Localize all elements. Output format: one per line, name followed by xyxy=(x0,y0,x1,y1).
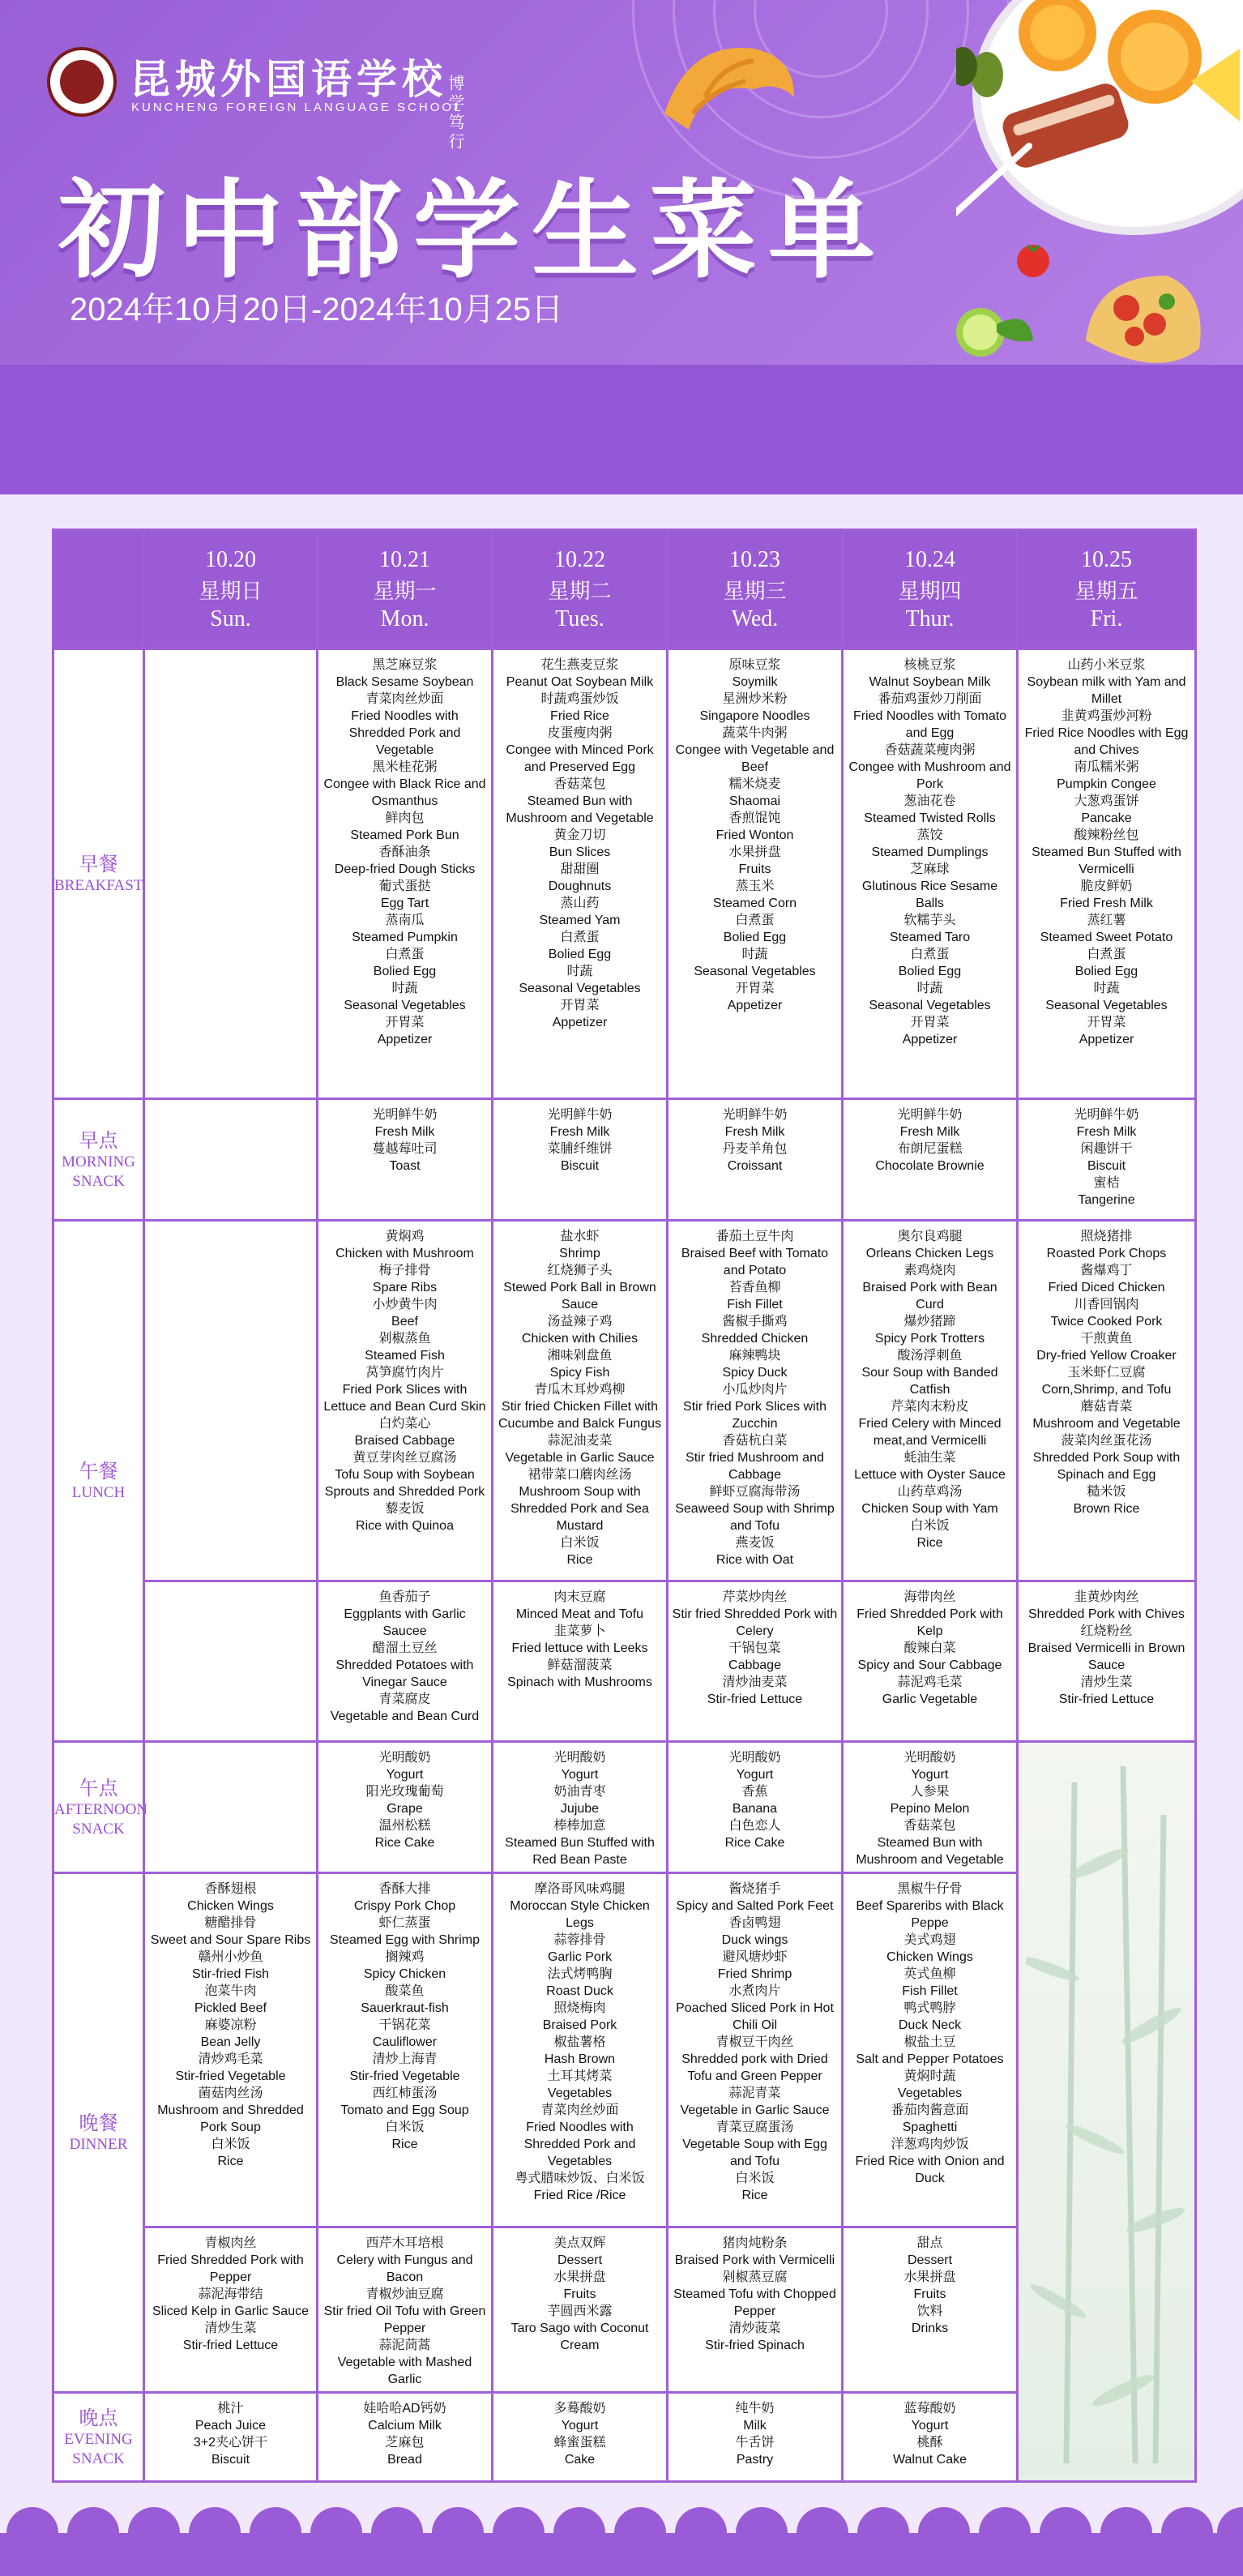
menu-cell: 光明酸奶 Yogurt 人参果 Pepino Melon 香菇菜包 Steamed Bun with Mushroom and Vegetable xyxy=(843,1742,1018,1873)
menu-cell: 光明酸奶 Yogurt 香蕉 Banana 白色恋人 Rice Cake xyxy=(668,1742,843,1873)
menu-cell: 原味豆浆 Soymilk 星洲炒米粉 Singapore Noodles 蔬菜牛肉粥 Congee with Vegetable and Beef 糯米烧麦 Shaomai 香煎馄饨 Fried Wonton 水果拼盘 Fruits 蒸玉米 Steamed Corn 白煮蛋 Bolied Egg 时蔬 Seasonal Vegetables 开胃菜 Appetizer xyxy=(668,649,843,1099)
menu-cell xyxy=(144,1581,318,1742)
menu-cell: 鱼香茄子 Eggplants with Garlic Saucee 醋溜土豆丝 Shredded Potatoes with Vinegar Sauce 青菜腐皮 Vegetable and Bean Curd xyxy=(318,1581,493,1742)
menu-cell: 光明鲜牛奶 Fresh Milk 布朗尼蛋糕 Chocolate Brownie xyxy=(843,1099,1018,1221)
menu-cell: 纯牛奶 Milk 牛舌饼 Pastry xyxy=(668,2393,843,2482)
bamboo-icon xyxy=(1026,1766,1188,2463)
school-name-cn: 昆城外国语学校 xyxy=(130,55,447,103)
menu-cell xyxy=(144,1742,318,1873)
menu-cell: 酱烧猪手 Spicy and Salted Pork Feet 香卤鸭翅 Duck wings 避风塘炒虾 Fried Shrimp 水煮肉片 Poached Sliced Pork in Hot Chili Oil 青椒豆干肉丝 Shredded pork with Dried Tofu and Green Pepper 蒜泥青菜 Vegetable in Garlic Sauce 青菜豆腐蛋汤 Vegetable Soup with Egg and Tofu 白米饭 Rice xyxy=(668,1873,843,2227)
menu-cell: 光明酸奶 Yogurt 奶油青枣 Jujube 棒棒加意 Steamed Bun Stuffed with Red Bean Paste xyxy=(493,1742,668,1873)
menu-cell: 桃汁 Peach Juice 3+2夹心饼干 Biscuit xyxy=(144,2393,318,2482)
menu-cell: 山药小米豆浆 Soybean milk with Yam and Millet 韭黄鸡蛋炒河粉 Fried Rice Noodles with Egg and Chives 南瓜糯米粥 Pumpkin Congee 大葱鸡蛋饼 Pancake 酸辣粉丝包 Steamed Bun Stuffed with Vermicelli 脆皮鲜奶 Fried Fresh Milk 蒸红薯 Steamed Sweet Potato 白煮蛋 Bolied Egg 时蔬 Seasonal Vegetables 开胃菜 Appetizer xyxy=(1018,649,1196,1099)
header-banner xyxy=(0,0,1243,494)
menu-cell: 番茄土豆牛肉 Braised Beef with Tomato and Potato 苔香鱼柳 Fish Fillet 酱椒手撕鸡 Shredded Chicken 麻辣鸭块 Spicy Duck 小瓜炒肉片 Stir fried Pork Slices with Zucchin 香菇杭白菜 Stir fried Mushroom and Cabbage 鲜虾豆腐海带汤 Seaweed Soup with Shrimp and Tofu 燕麦饭 Rice with Oat xyxy=(668,1221,843,1581)
breakfast-row xyxy=(53,649,1196,1099)
lunch-row xyxy=(53,1221,1196,1581)
school-logo xyxy=(47,47,117,117)
menu-cell: 娃哈哈AD钙奶 Calcium Milk 芝麻包 Bread xyxy=(318,2393,493,2482)
breakfast-food-illustration xyxy=(956,0,1243,243)
menu-cell: 奥尔良鸡腿 Orleans Chicken Legs 素鸡烧肉 Braised Pork with Bean Curd 爆炒猪蹄 Spicy Pork Trotters 酸汤浮刺鱼 Sour Soup with Banded Catfish 芹菜肉末粉皮 Fried Celery with Minced meat,and Vermicelli 蚝油生菜 Lettuce with Oyster Sauce 山药草鸡汤 Chicken Soup with Yam 白米饭 Rice xyxy=(843,1221,1018,1581)
menu-cell xyxy=(144,649,318,1099)
meal-label-lunch: 午餐 LUNCH xyxy=(53,1221,144,1742)
menu-cell: 香酥大排 Crispy Pork Chop 虾仁蒸蛋 Steamed Egg with Shrimp 搁辣鸡 Spicy Chicken 酸菜鱼 Sauerkraut-fish 干锅花菜 Cauliflower 清炒上海青 Stir-fried Vegetable 西红柿蛋汤 Tomato and Egg Soup 白米饭 Rice xyxy=(318,1873,493,2227)
day-header: 10.20 星期日 Sun. xyxy=(144,530,318,649)
menu-cell: 西芹木耳培根 Celery with Fungus and Bacon 青椒炒油豆腐 Stir fried Oil Tofu with Green Pepper 蒜泥茼蒿 Vegetable with Mashed Garlic xyxy=(318,2227,493,2393)
menu-cell: 肉末豆腐 Minced Meat and Tofu 韭菜萝卜 Fried lettuce with Leeks 鲜菇溜菠菜 Spinach with Mushrooms xyxy=(493,1581,668,1742)
meal-label-dinner: 晚餐 DINNER xyxy=(53,1873,144,2393)
menu-cell xyxy=(144,1221,318,1581)
menu-cell: 多蓦酸奶 Yogurt 蜂蜜蛋糕 Cake xyxy=(493,2393,668,2482)
menu-cell: 光明鲜牛奶 Fresh Milk 蔓越莓吐司 Toast xyxy=(318,1099,493,1221)
menu-cell: 光明鲜牛奶 Fresh Milk 丹麦羊角包 Croissant xyxy=(668,1099,843,1221)
day-header: 10.24 星期四 Thur. xyxy=(843,530,1018,649)
signature-seal: 博学笃行 xyxy=(446,75,465,152)
meal-label-afternoon-snack: 午点 AFTERNOON SNACK xyxy=(53,1742,144,1873)
croissant-icon xyxy=(656,32,802,146)
menu-cell: 甜点 Dessert 水果拼盘 Fruits 饮料 Drinks xyxy=(843,2227,1018,2393)
menu-cell: 韭黄炒肉丝 Shredded Pork with Chives 红烧粉丝 Braised Vermicelli in Brown Sauce 清炒生菜 Stir-fried Lettuce xyxy=(1018,1581,1196,1742)
afternoon-snack-row xyxy=(53,1742,1196,1873)
meal-label-breakfast: 早餐 BREAKFAST xyxy=(53,649,144,1099)
menu-cell: 蓝莓酸奶 Yogurt 桃酥 Walnut Cake xyxy=(843,2393,1018,2482)
menu-cell: 黑椒牛仔骨 Beef Spareribs with Black Peppe 美式鸡翅 Chicken Wings 英式鱼柳 Fish Fillet 鸭式鸭脖 Duck Neck 椒盐土豆 Salt and Pepper Potatoes 黄焖时蔬 Vegetables 番茄肉酱意面 Spaghetti 洋葱鸡肉炒饭 Fried Rice with Onion and Duck xyxy=(843,1873,1018,2227)
bamboo-decoration-cell xyxy=(1018,1742,1196,2482)
menu-cell xyxy=(144,1099,318,1221)
menu-cell: 芹菜炒肉丝 Stir fried Shredded Pork with Celery 干锅包菜 Cabbage 清炒油麦菜 Stir-fried Lettuce xyxy=(668,1581,843,1742)
menu-cell: 核桃豆浆 Walnut Soybean Milk 番茄鸡蛋炒刀削面 Fried Noodles with Tomato and Egg 香菇蔬菜瘦肉粥 Congee with Mushroom and Pork 葱油花卷 Steamed Twisted Rolls 蒸饺 Steamed Dumplings 芝麻球 Glutinous Rice Sesame Balls 软糯芋头 Steamed Taro 白煮蛋 Bolied Egg 时蔬 Seasonal Vegetables 开胃菜 Appetizer xyxy=(843,649,1018,1099)
menu-cell: 猪肉炖粉条 Braised Pork with Vermicelli 剁椒蒸豆腐 Steamed Tofu with Chopped Pepper 清炒菠菜 Stir-fried Spinach xyxy=(668,2227,843,2393)
footer-scallop-edge xyxy=(0,2501,1243,2576)
morning-snack-row xyxy=(53,1099,1196,1221)
day-header: 10.25 星期五 Fri. xyxy=(1018,530,1196,649)
menu-cell: 摩洛哥风味鸡腿 Moroccan Style Chicken Legs 蒜蓉排骨 Garlic Pork 法式烤鸭胸 Roast Duck 照烧梅肉 Braised Pork 椒盐薯格 Hash Brown 土耳其烤菜 Vegetables 青菜肉丝炒面 Fried Noodles with Shredded Pork and Vegetables 粤式腊味炒饭、白米饭 Fried Rice /Rice xyxy=(493,1873,668,2227)
tomato-icon xyxy=(1013,239,1053,280)
page-title: 初中部学生菜单 xyxy=(58,169,886,293)
menu-cell: 黄焖鸡 Chicken with Mushroom 梅子排骨 Spare Ribs 小炒黄牛肉 Beef 剁椒蒸鱼 Steamed Fish 莴笋腐竹肉片 Fried Pork Slices with Lettuce and Bean Curd Skin 白灼菜心 Braised Cabbage 黄豆芽肉丝豆腐汤 Tofu Soup with Soybean Sprouts and Shredded Pork 藜麦饭 Rice with Quinoa xyxy=(318,1221,493,1581)
menu-cell: 光明酸奶 Yogurt 阳光玫瑰葡萄 Grape 温州松糕 Rice Cake xyxy=(318,1742,493,1873)
header-row xyxy=(53,530,1196,649)
menu-cell: 香酥翅根 Chicken Wings 糖醋排骨 Sweet and Sour Spare Ribs 赣州小炒鱼 Stir-fried Fish 泡菜牛肉 Pickled Beef 麻婆凉粉 Bean Jelly 清炒鸡毛菜 Stir-fried Vegetable 菌菇肉丝汤 Mushroom and Shredded Pork Soup 白米饭 Rice xyxy=(144,1873,318,2227)
date-range: 2024年10月20日-2024年10月25日 xyxy=(70,292,564,327)
header-scallop-edge xyxy=(0,466,1243,515)
menu-cell: 光明鲜牛奶 Fresh Milk 闲趣饼干 Biscuit 蜜桔 Tangerine xyxy=(1018,1099,1196,1221)
menu-cell: 盐水虾 Shrimp 红烧狮子头 Stewed Pork Ball in Brown Sauce 汤益辣子鸡 Chicken with Chilies 湘味剁盘鱼 Spicy Fish 青瓜木耳炒鸡柳 Stir fried Chicken Fillet with Cucumbe and Balck Fungus 蒜泥油麦菜 Vegetable in Garlic Sauce 裙带菜口蘑肉丝汤 Mushroom Soup with Shredded Pork and Sea Mustard 白米饭 Rice xyxy=(493,1221,668,1581)
bruschetta-icon xyxy=(1078,259,1215,381)
menu-cell: 青椒肉丝 Fried Shredded Pork with Pepper 蒜泥海带结 Sliced Kelp in Garlic Sauce 清炒生菜 Stir-fried Lettuce xyxy=(144,2227,318,2393)
menu-cell: 花生燕麦豆浆 Peanut Oat Soybean Milk 时蔬鸡蛋炒饭 Fried Rice 皮蛋瘦肉粥 Congee with Minced Pork and Preserved Egg 香菇菜包 Steamed Bun with Mushroom and Vegetable 黄金刀切 Bun Slices 甜甜圈 Doughnuts 蒸山药 Steamed Yam 白煮蛋 Bolied Egg 时蔬 Seasonal Vegetables 开胃菜 Appetizer xyxy=(493,649,668,1099)
school-name-en: KUNCHENG FOREIGN LANGUAGE SCHOOL xyxy=(131,101,463,114)
meal-label-morning-snack: 早点 MORNING SNACK xyxy=(53,1099,144,1221)
meal-label-evening-snack: 晚点 EVENING SNACK xyxy=(53,2393,144,2482)
corner-cell xyxy=(53,530,144,649)
day-header: 10.21 星期一 Mon. xyxy=(318,530,493,649)
menu-table xyxy=(52,528,1197,2483)
menu-cell: 美点双辉 Dessert 水果拼盘 Fruits 芋圆西米露 Taro Sago with Coconut Cream xyxy=(493,2227,668,2393)
menu-cell: 照烧猪排 Roasted Pork Chops 酱爆鸡丁 Fried Diced Chicken 川香回锅肉 Twice Cooked Pork 干煎黄鱼 Dry-fried Yellow Croaker 玉米虾仁豆腐 Corn,Shrimp, and Tofu 蘑菇青菜 Mushroom and Vegetable 菠菜肉丝蛋花汤 Shredded Pork Soup with Spinach and Egg 糙米饭 Brown Rice xyxy=(1018,1221,1196,1581)
menu-cell: 黑芝麻豆浆 Black Sesame Soybean 青菜肉丝炒面 Fried Noodles with Shredded Pork and Vegetable 黑米桂花粥 Congee with Black Rice and Osmanthus 鲜肉包 Steamed Pork Bun 香酥油条 Deep-fried Dough Sticks 葡式蛋挞 Egg Tart 蒸南瓜 Steamed Pumpkin 白煮蛋 Bolied Egg 时蔬 Seasonal Vegetables 开胃菜 Appetizer xyxy=(318,649,493,1099)
menu-cell: 海带肉丝 Fried Shredded Pork with Kelp 酸辣白菜 Spicy and Sour Cabbage 蒜泥鸡毛菜 Garlic Vegetable xyxy=(843,1581,1018,1742)
lime-icon xyxy=(948,300,1037,365)
menu-cell: 光明鲜牛奶 Fresh Milk 菜脯纤维饼 Biscuit xyxy=(493,1099,668,1221)
lunch-side-row xyxy=(53,1581,1196,1742)
day-header: 10.22 星期二 Tues. xyxy=(493,530,668,649)
day-header: 10.23 星期三 Wed. xyxy=(668,530,843,649)
